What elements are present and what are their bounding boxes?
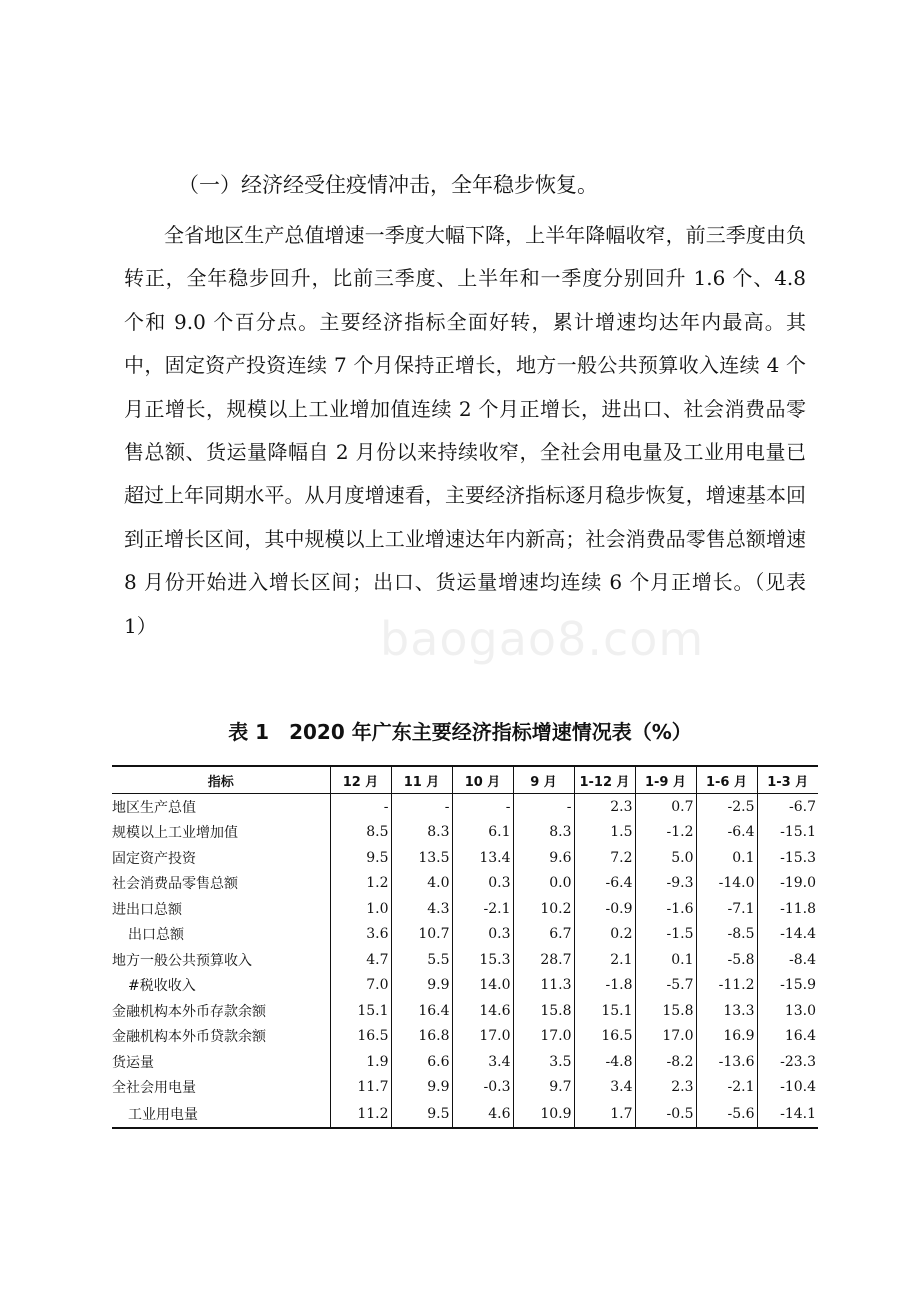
table-cell: 14.0 (452, 973, 513, 999)
table-cell: 13.5 (391, 845, 452, 871)
table-row (112, 922, 818, 948)
table-cell: -2.1 (696, 1075, 757, 1101)
table-cell: -5.7 (635, 973, 696, 999)
table-body (112, 794, 818, 1129)
table-row (112, 845, 818, 871)
table-cell: 9.5 (391, 1100, 452, 1128)
table-cell: 6.7 (513, 922, 574, 948)
section-heading: （一）经济经受住疫情冲击，全年稳步恢复。 (178, 173, 598, 197)
table-cell: 7.2 (574, 845, 635, 871)
table-cell: 9.5 (330, 845, 391, 871)
table-cell: 8.3 (391, 820, 452, 846)
body-paragraph: 全省地区生产总值增速一季度大幅下降，上半年降幅收窄，前三季度由负转正，全年稳步回升，比前三季度、上半年和一季度分别回升 1.6 个、4.8 个和 9.0 个百分点。主要经济指标全面好转，累计增速均达年内最高。其中，固定资产投资连续 7 个月保持正增长，地方一般公共预算收入连续 4 个月正增长，规模以上工业增加值连续 2 个月正增长，进出口、社会消费品零售总额、货运量降幅自 2 月份以来持续收窄，全社会用电量及工业用电量已超过上年同期水平。从月度增速看，主要经济指标逐月稳步恢复，增速基本回到正增长区间，其中规模以上工业增速达年内新高；社会消费品零售总额增速 8 月份开始进入增长区间；出口、货运量增速均连续 6 个月正增长。（见表 1） (124, 223, 806, 638)
table-row (112, 947, 818, 973)
column-header-indicator: 指标 (112, 766, 330, 794)
table-cell: 0.0 (513, 871, 574, 897)
table-cell: 11.3 (513, 973, 574, 999)
row-label: 地方一般公共预算收入 (112, 952, 252, 969)
table-cell: -10.4 (757, 1075, 818, 1101)
table-cell: - (452, 794, 513, 820)
row-label: 地区生产总值 (112, 799, 196, 816)
table-cell: 9.9 (391, 1075, 452, 1101)
table-cell: -5.8 (696, 947, 757, 973)
table-row (112, 896, 818, 922)
table-cell: 11.2 (330, 1100, 391, 1128)
table-cell: 13.0 (757, 998, 818, 1024)
table-header-row (112, 766, 818, 794)
table-cell: 5.5 (391, 947, 452, 973)
table-cell: 1.0 (330, 896, 391, 922)
table-row (112, 998, 818, 1024)
table-cell: -15.3 (757, 845, 818, 871)
column-header: 10 月 (452, 766, 513, 794)
table-cell: 6.1 (452, 820, 513, 846)
table-row (112, 1100, 818, 1128)
table-cell: 3.5 (513, 1049, 574, 1075)
row-label: 社会消费品零售总额 (112, 876, 238, 893)
table-cell: 16.4 (757, 1024, 818, 1050)
table-cell: 6.6 (391, 1049, 452, 1075)
table-cell: 16.9 (696, 1024, 757, 1050)
table-cell: -8.4 (757, 947, 818, 973)
table-cell: 10.7 (391, 922, 452, 948)
column-header: 1-3 月 (757, 766, 818, 794)
table-cell: -2.1 (452, 896, 513, 922)
table-cell: 9.7 (513, 1075, 574, 1101)
table-cell: -0.5 (635, 1100, 696, 1128)
table-cell: 0.1 (635, 947, 696, 973)
table-cell: 8.3 (513, 820, 574, 846)
column-header: 1-9 月 (635, 766, 696, 794)
row-label: 固定资产投资 (112, 850, 196, 867)
table-cell: 13.4 (452, 845, 513, 871)
table-cell: 9.6 (513, 845, 574, 871)
table-cell: 16.5 (330, 1024, 391, 1050)
table-cell: 16.5 (574, 1024, 635, 1050)
table-cell: -0.9 (574, 896, 635, 922)
table-cell: 10.2 (513, 896, 574, 922)
table-cell: 28.7 (513, 947, 574, 973)
table-cell: 14.6 (452, 998, 513, 1024)
table-row (112, 1024, 818, 1050)
table-cell: -8.2 (635, 1049, 696, 1075)
table-row (112, 1049, 818, 1075)
table-cell: 4.0 (391, 871, 452, 897)
table-cell: - (391, 794, 452, 820)
row-label: 金融机构本外币贷款余额 (112, 1029, 266, 1046)
table-cell: 3.4 (452, 1049, 513, 1075)
table-cell: 1.5 (574, 820, 635, 846)
table-cell: -9.3 (635, 871, 696, 897)
column-header: 11 月 (391, 766, 452, 794)
column-header: 1-12 月 (574, 766, 635, 794)
table-row (112, 871, 818, 897)
table-cell: 17.0 (452, 1024, 513, 1050)
table-cell: 0.3 (452, 871, 513, 897)
table-cell: 3.4 (574, 1075, 635, 1101)
row-label: 规模以上工业增加值 (112, 825, 238, 842)
table-cell: -14.0 (696, 871, 757, 897)
row-label: 进出口总额 (112, 901, 182, 918)
table-cell: 13.3 (696, 998, 757, 1024)
table-row (112, 820, 818, 846)
table-cell: -19.0 (757, 871, 818, 897)
table-cell: 15.8 (635, 998, 696, 1024)
table-cell: 15.8 (513, 998, 574, 1024)
table-cell: 16.4 (391, 998, 452, 1024)
table-cell: 7.0 (330, 973, 391, 999)
table-cell: 2.1 (574, 947, 635, 973)
table-title: 表 1 2020 年广东主要经济指标增速情况表（%） (228, 720, 692, 744)
indicator-table (112, 765, 818, 1129)
table-cell: -0.3 (452, 1075, 513, 1101)
table-cell: 0.2 (574, 922, 635, 948)
row-label: 工业用电量 (112, 1100, 330, 1128)
column-header: 1-6 月 (696, 766, 757, 794)
table-cell: -11.2 (696, 973, 757, 999)
table-cell: -11.8 (757, 896, 818, 922)
table-cell: 1.7 (574, 1100, 635, 1128)
table-row (112, 973, 818, 999)
table-cell: 4.6 (452, 1100, 513, 1128)
column-header: 12 月 (330, 766, 391, 794)
table-cell: 15.1 (574, 998, 635, 1024)
table-cell: 0.7 (635, 794, 696, 820)
row-label: #税收收入 (128, 978, 196, 995)
table-cell: -7.1 (696, 896, 757, 922)
table-cell: 0.1 (696, 845, 757, 871)
table-cell: 17.0 (635, 1024, 696, 1050)
table-cell: -1.5 (635, 922, 696, 948)
table-cell: 10.9 (513, 1100, 574, 1128)
table-cell: -15.9 (757, 973, 818, 999)
table-cell: -1.8 (574, 973, 635, 999)
table-cell: 11.7 (330, 1075, 391, 1101)
table-cell: 2.3 (574, 794, 635, 820)
table-cell: - (330, 794, 391, 820)
table-cell: 1.2 (330, 871, 391, 897)
table-cell: 5.0 (635, 845, 696, 871)
table-cell: -5.6 (696, 1100, 757, 1128)
table-cell: 4.7 (330, 947, 391, 973)
table-cell: 15.1 (330, 998, 391, 1024)
table-cell: -14.1 (757, 1100, 818, 1128)
table-cell: -23.3 (757, 1049, 818, 1075)
table-row (112, 794, 818, 820)
table-cell: -13.6 (696, 1049, 757, 1075)
table-cell: -15.1 (757, 820, 818, 846)
table-cell: 0.3 (452, 922, 513, 948)
table-cell: 8.5 (330, 820, 391, 846)
table-cell: -6.4 (696, 820, 757, 846)
table-cell: 9.9 (391, 973, 452, 999)
table-cell: -8.5 (696, 922, 757, 948)
table-cell: 3.6 (330, 922, 391, 948)
table-cell: 1.9 (330, 1049, 391, 1075)
row-label: 金融机构本外币存款余额 (112, 1003, 266, 1020)
table-cell: 17.0 (513, 1024, 574, 1050)
table-cell: -4.8 (574, 1049, 635, 1075)
table-cell: 2.3 (635, 1075, 696, 1101)
table-cell: -2.5 (696, 794, 757, 820)
watermark: baogao8.com (380, 612, 705, 666)
table-cell: - (513, 794, 574, 820)
table-cell: 4.3 (391, 896, 452, 922)
table-cell: 16.8 (391, 1024, 452, 1050)
table-cell: -1.6 (635, 896, 696, 922)
column-header: 9 月 (513, 766, 574, 794)
table-cell: -6.4 (574, 871, 635, 897)
table-row (112, 1075, 818, 1101)
row-label: 货运量 (112, 1054, 154, 1071)
table-cell: -6.7 (757, 794, 818, 820)
table-cell: 15.3 (452, 947, 513, 973)
row-label: 出口总额 (128, 927, 184, 944)
table-cell: -14.4 (757, 922, 818, 948)
table-cell: -1.2 (635, 820, 696, 846)
row-label: 全社会用电量 (112, 1080, 196, 1097)
